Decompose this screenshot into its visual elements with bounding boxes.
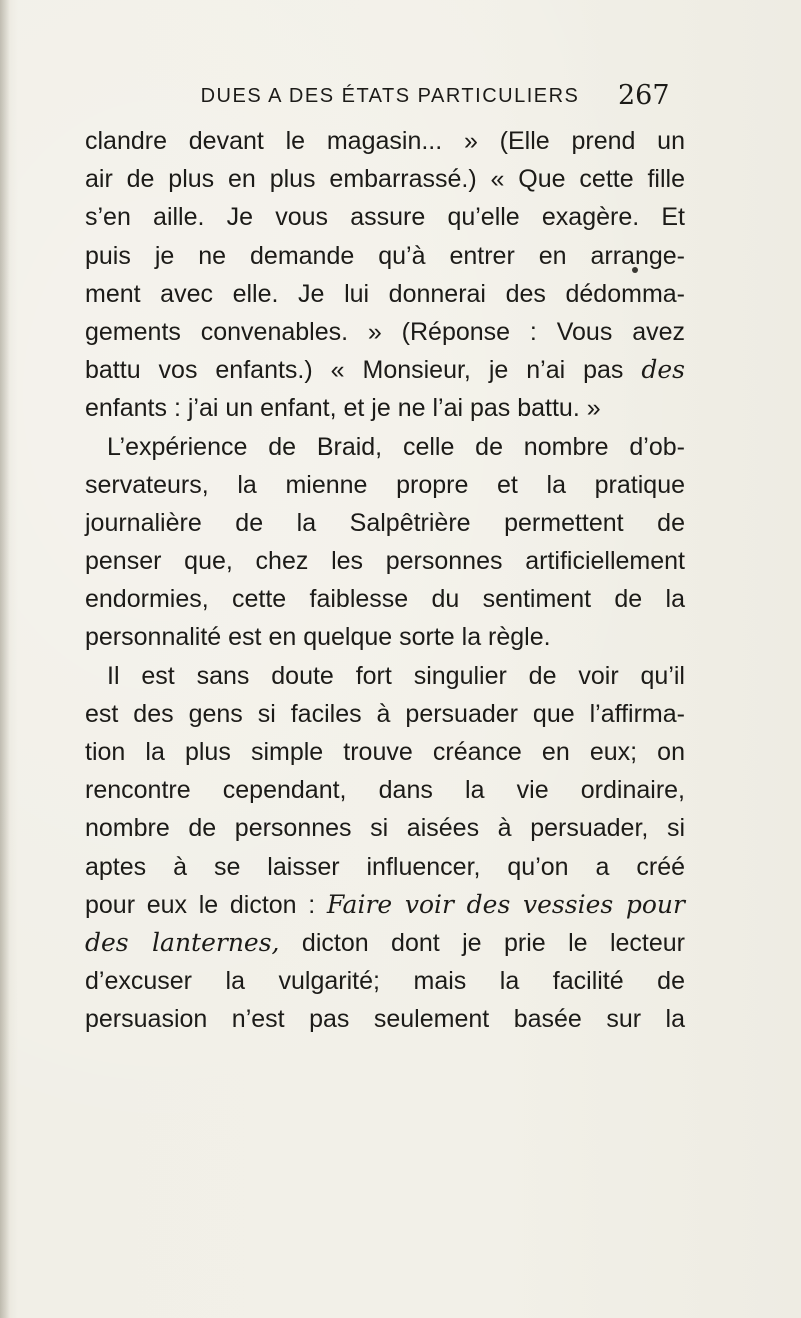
running-head: DUES A DES ÉTATS PARTICULIERS xyxy=(200,85,580,107)
text-line: nombre de personnes si aisées à persuader, si xyxy=(85,814,685,843)
text-line: clandre devant le magasin... » (Elle prend un xyxy=(85,127,685,155)
text-line xyxy=(85,924,685,962)
italic-run: des lanternes, xyxy=(85,927,280,957)
page-number: 267 xyxy=(618,80,670,111)
paragraph-first-line: Il est sans doute fort singulier de voir qu’il xyxy=(107,661,685,690)
text-run: dicton dont je prie le lecteur xyxy=(279,928,685,957)
text-line: air de plus en plus embarrassé.) « Que cette fille xyxy=(85,165,685,194)
paragraph-first-line: L’expérience de Braid, celle de nombre d’ob- xyxy=(107,432,685,461)
text-line: endormies, cette faiblesse du sentiment de la xyxy=(85,585,685,614)
text-line: penser que, chez les personnes artificiellement xyxy=(85,547,685,576)
text-line: s’en aille. Je vous assure qu’elle exagère. Et xyxy=(85,203,685,232)
text-run: pour eux le dicton : xyxy=(85,890,327,919)
text-line: persuasion n’est pas seulement basée sur la xyxy=(85,1005,685,1034)
text-line: puis je ne demande qu’à entrer en arrange- xyxy=(85,241,685,270)
text-line: aptes à se laisser influencer, qu’on a créé xyxy=(85,852,685,881)
text-line: ment avec elle. Je lui donnerai des dédomma- xyxy=(85,279,685,308)
text-line: d’excuser la vulgarité; mais la facilité de xyxy=(85,967,685,996)
text-line: enfants : j’ai un enfant, et je ne l’ai pas battu. » xyxy=(85,394,601,423)
text-line: gements convenables. » (Réponse : Vous avez xyxy=(85,317,685,346)
page-gutter-shadow xyxy=(0,0,10,1318)
body-text xyxy=(85,122,685,1039)
italic-run: Faire voir des vessies pour xyxy=(326,889,685,919)
text-line xyxy=(85,886,685,924)
text-run: battu vos enfants.) « Monsieur, je n’ai pas xyxy=(85,356,642,385)
text-line: personnalité est en quelque sorte la règle. xyxy=(85,623,551,652)
text-line: tion la plus simple trouve créance en eux; on xyxy=(85,738,685,766)
text-line xyxy=(85,351,685,389)
text-line: rencontre cependant, dans la vie ordinaire, xyxy=(85,776,685,805)
text-line: servateurs, la mienne propre et la pratique xyxy=(85,470,685,499)
text-line: est des gens si faciles à persuader que l’affirma- xyxy=(85,699,685,728)
text-line: journalière de la Salpêtrière permettent de xyxy=(85,508,685,537)
italic-run: des xyxy=(641,355,685,385)
